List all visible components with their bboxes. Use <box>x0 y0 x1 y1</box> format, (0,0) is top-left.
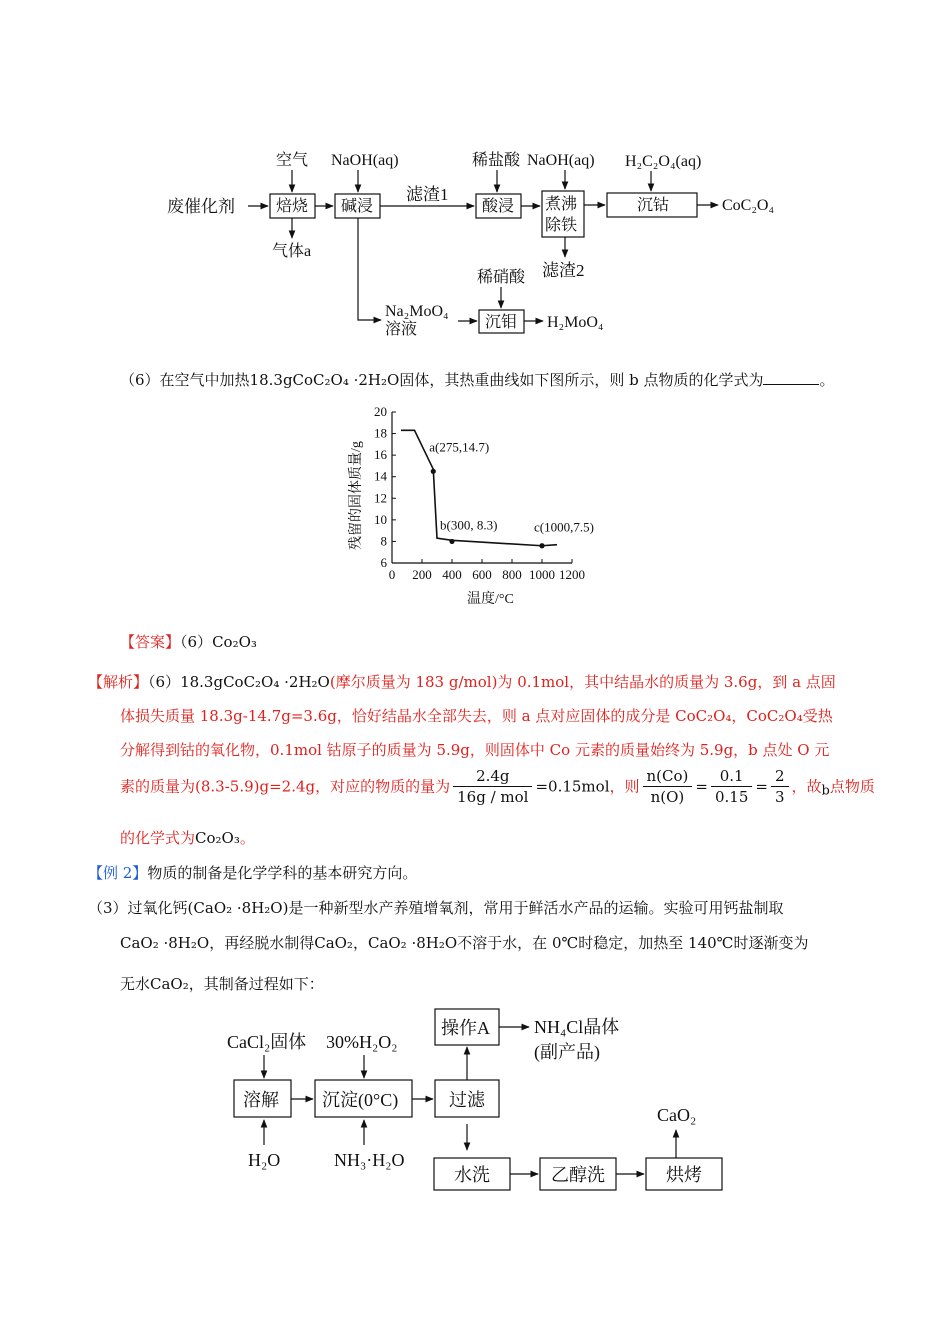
example-2-line-1 <box>88 896 783 920</box>
analysis-line-4: 素的质量为(8.3-5.9)g=2.4g，对应的物质的量为 $\frac{2.4g}{\text{16g / mol}}$ =0.15mol，则 $\frac{n(Co)}{n(O)}$ = $\frac{0.1}{0.15}$ = $\frac{2}{3}$ ，故b点物质 <box>120 767 875 806</box>
data-point-label: c(1000,7.5) <box>534 519 594 535</box>
analysis-text-4f: 点物质 <box>829 777 875 796</box>
data-point <box>431 469 436 474</box>
answer-line <box>120 630 257 654</box>
ex2-formula-3b: CaO₂ <box>150 975 189 993</box>
analysis-text-4d: ，故 <box>791 777 822 796</box>
x-tick-label: 400 <box>442 567 462 582</box>
analysis-text-4b: =0.15mol <box>535 777 610 796</box>
ethanol-wash-label: 乙醇洗 <box>551 1165 605 1185</box>
data-point <box>539 543 544 548</box>
ex2-formula-1: CaO₂ ·8H₂O <box>193 899 283 917</box>
bake-label: 烘烤 <box>666 1165 702 1185</box>
analysis-text-2: 体损失质量 18.3g-14.7g=3.6g，恰好结晶水全部失去，则 a 点对应固体的成分是 CoC₂O₄，CoC₂O₄受热 <box>120 707 833 725</box>
x-tick-label: 1200 <box>559 567 585 582</box>
filter-label: 过滤 <box>449 1090 485 1110</box>
analysis-text-5c: 。 <box>239 829 255 847</box>
cobalt-oxalate-product: CoC₂O₄ <box>722 197 775 214</box>
acid-label: 酸浸 <box>482 198 515 215</box>
fraction-2-numerator: n(Co) <box>643 766 693 787</box>
y-tick-label: 14 <box>374 468 387 484</box>
example-2-line-2 <box>120 931 808 955</box>
answer-formula: Co₂O₃ <box>212 633 257 651</box>
analysis-formula-co2o3: Co₂O₃ <box>195 829 240 847</box>
example-2-line-3 <box>120 972 324 996</box>
solution-label: 溶液 <box>385 321 418 338</box>
nh4cl-output: NH₄Cl晶体 <box>534 1017 620 1037</box>
example-2-tag: 【例 2】 <box>88 864 148 882</box>
x-tick-label: 800 <box>502 567 522 582</box>
thermogravimetric-chart <box>330 400 600 610</box>
air-input: 空气 <box>276 152 309 169</box>
q6-formula: 18.3gCoC₂O₄ ·2H₂O <box>249 371 400 389</box>
analysis-text-5a: 的化学式为 <box>120 829 196 847</box>
y-tick-label: 16 <box>374 447 387 463</box>
example-2-heading <box>88 861 417 885</box>
residue-1: 滤渣1 <box>406 185 449 204</box>
analysis-line-5 <box>120 826 255 850</box>
y-axis-title: 残留的固体质量/g <box>349 441 364 550</box>
q6-end: 。 <box>819 371 835 389</box>
ex2-text-2b: ，再经脱水制得 <box>209 934 315 952</box>
q6-suffix: 固体，其热重曲线如下图所示，则 b 点物质的化学式为 <box>399 371 764 389</box>
roast-label: 焙烧 <box>276 198 309 215</box>
molybdic-acid-product: H₂MoO₄ <box>547 314 604 331</box>
fraction-nco-no <box>643 766 693 807</box>
ex2-formula-2e: CaO₂ ·8H₂O <box>367 934 458 952</box>
fraction-3-numerator: 0.1 <box>711 766 752 787</box>
fraction-4-numerator: 2 <box>771 766 789 787</box>
byproduct-label: (副产品) <box>534 1042 600 1062</box>
cacl2-input: CaCl₂固体 <box>227 1032 307 1052</box>
data-point-label: b(300, 8.3) <box>440 517 498 533</box>
x-tick-label: 0 <box>388 567 396 582</box>
fraction-1-numerator: 2.4g <box>453 766 532 787</box>
operation-a-label: 操作A <box>441 1018 490 1038</box>
precip-co-label: 沉钴 <box>637 197 670 214</box>
boil-label-1: 煮沸 <box>545 196 578 213</box>
water-wash-label: 水洗 <box>454 1165 490 1185</box>
fraction-values <box>711 766 752 807</box>
ex2-formula-2a: CaO₂ ·8H₂O <box>120 934 210 952</box>
ex2-formula-2c: CaO₂ <box>314 934 353 952</box>
naoh-input-2: NaOH(aq) <box>527 152 595 169</box>
x-tick-label: 200 <box>412 567 432 582</box>
answer-blank[interactable] <box>763 370 819 385</box>
x-tick-label: 600 <box>472 567 492 582</box>
ex2-text-1c: )是一种新型水产养殖增氧剂，常用于鲜活水产品的运输。实验可用钙盐制取 <box>282 899 784 917</box>
x-axis-title: 温度/°C <box>467 592 514 607</box>
ex2-text-1a: （3）过氧化钙( <box>88 899 194 917</box>
x-tick-label: 1000 <box>529 567 555 582</box>
precipitate-label: 沉淀(0°C) <box>322 1090 399 1110</box>
fraction-1-denominator: 16g / mol <box>457 788 529 806</box>
cao2-product: CaO₂ <box>657 1105 697 1125</box>
analysis-text-4a: 素的质量为(8.3-5.9)g=2.4g，对应的物质的量为 <box>120 777 451 796</box>
analysis-num: （6） <box>148 673 181 691</box>
fraction-ratio <box>771 766 789 807</box>
ex2-text-3c: ，其制备过程如下： <box>188 975 324 993</box>
analysis-line-1 <box>88 670 836 694</box>
analysis-tag: 【解析】 <box>88 673 149 691</box>
example-2-title: 物质的制备是化学学科的基本研究方向。 <box>147 864 418 882</box>
y-tick-label: 12 <box>374 490 387 506</box>
analysis-text-4c: ，则 <box>609 777 640 796</box>
residue-2: 滤渣2 <box>542 261 585 280</box>
flowchart-cao2-preparation <box>0 1000 950 1200</box>
y-tick-label: 6 <box>380 555 387 570</box>
naoh-input-1: NaOH(aq) <box>331 152 399 169</box>
answer-tag: 【答案】 <box>120 633 181 651</box>
analysis-line-2 <box>120 704 833 728</box>
y-tick-label: 8 <box>380 533 387 549</box>
boil-label-2: 除铁 <box>545 217 578 234</box>
y-tick-label: 20 <box>374 404 387 419</box>
h2o2-input: 30%H₂O₂ <box>326 1032 398 1052</box>
gas-a-output: 气体a <box>272 243 312 260</box>
question-6 <box>120 368 834 392</box>
fraction-3-denominator: 0.15 <box>714 788 749 806</box>
hcl-input: 稀盐酸 <box>472 152 521 169</box>
ex2-text-3a: 无水 <box>120 975 151 993</box>
sodium-molybdate: Na₂MoO₄ <box>385 303 449 320</box>
hno3-input: 稀硝酸 <box>477 269 526 286</box>
alkali-label: 碱浸 <box>341 198 374 215</box>
analysis-text-3: 分解得到钴的氧化物，0.1mol 钴原子的质量为 5.9g，则固体中 Co 元素的质量始终为 5.9g，b 点处 O 元 <box>120 741 830 759</box>
analysis-text-1: (摩尔质量为 183 g/mol)为 0.1mol，其中结晶水的质量为 3.6g，到 a 点固 <box>329 673 836 691</box>
analysis-point-b: b <box>821 783 830 799</box>
dissolve-label: 溶解 <box>243 1090 279 1110</box>
analysis-formula: 18.3gCoC₂O₄ ·2H₂O <box>180 673 330 691</box>
fraction-2-denominator: n(O) <box>650 788 685 806</box>
precip-mo-label: 沉钼 <box>485 314 518 331</box>
data-point <box>449 539 454 544</box>
y-tick-label: 18 <box>374 425 387 441</box>
data-point-label: a(275,14.7) <box>429 439 490 455</box>
ex2-text-2d: ， <box>352 934 368 952</box>
analysis-line-3 <box>120 738 829 762</box>
y-tick-label: 10 <box>374 511 387 527</box>
ex2-text-2f: 不溶于水，在 0℃时稳定，加热至 140℃时逐渐变为 <box>457 934 809 952</box>
q6-prefix: （6）在空气中加热 <box>120 371 250 389</box>
nh3-h2o-input: NH₃·H₂O <box>334 1150 405 1170</box>
answer-number: （6） <box>180 633 213 651</box>
h2c2o4-input: H₂C₂O₄(aq) <box>625 153 702 170</box>
h2o-input: H₂O <box>248 1150 281 1170</box>
feed-label: 废催化剂 <box>167 197 235 216</box>
fraction-mass-over-molar <box>453 766 532 807</box>
fraction-4-denominator: 3 <box>774 788 785 806</box>
flowchart-cobalt-recovery <box>0 140 950 350</box>
